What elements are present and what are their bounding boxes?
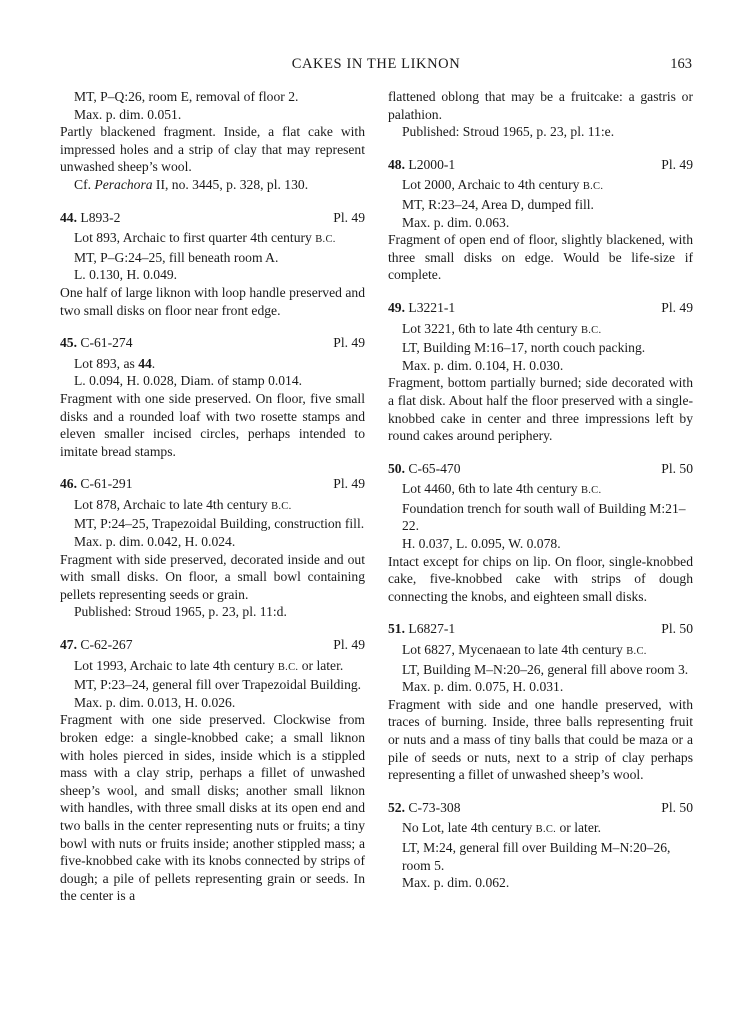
entry-lot: Lot 2000, Archaic to 4th century B.C. (402, 177, 604, 193)
entry-dimensions: Max. p. dim. 0.051. (74, 106, 182, 122)
entry-description: Fragment with one side preserved. On floor, five small disks and a rounded loaf with two rosette stamps and eleven smaller incised circles, perhaps intended to imitate bread stamps. (60, 390, 365, 459)
catalog-entry-heading (60, 209, 365, 227)
plate-reference: Pl. 49 (333, 335, 365, 351)
entry-dimensions: Max. p. dim. 0.013, H. 0.026. (74, 694, 236, 710)
inventory-code: L893-2 (80, 209, 121, 225)
entry-description: One half of large liknon with loop handle preserved and two small disks on floor near front edge. (60, 284, 365, 318)
entry-description: Fragment with one side preserved. Clockwise from broken edge: a single-knobbed cake; a small liknon with holes pierced in sides, inside which is a stippled mass with a clay strip, perhaps a fillet of unwashed sheep’s wool, and small disks; another small liknon with handles, with three small disks at its open end and two balls in the center representing nuts or fruits; a tiny bowl with nuts or fruits inside; another stippled mass; a five-knobbed cake with its knobs connected by strips of dough; a pile of pellets representing grain or seeds. In the center is a (60, 712, 365, 904)
entry-description: flattened oblong that may be a fruitcake: a gastris or palathion. (388, 89, 693, 122)
entry-lot: Lot 893, as 44. (74, 355, 156, 371)
inventory-code: C-73-308 (408, 799, 461, 815)
entry-description: Partly blackened fragment. Inside, a flat cake with impressed holes and a strip of clay that may represent unwashed sheep’s wool. (60, 124, 365, 175)
page-number: 163 (670, 56, 692, 72)
catalog-entry-heading (60, 636, 365, 654)
entry-number: 45. (60, 335, 77, 351)
catalog-entry-heading (388, 460, 693, 478)
plate-reference: Pl. 50 (661, 799, 693, 815)
entry-context: Foundation trench for south wall of Building M:21–22. (402, 500, 686, 534)
inventory-code: L2000-1 (408, 156, 456, 172)
catalog-entry-heading (388, 799, 693, 817)
entry-dimensions: Max. p. dim. 0.104, H. 0.030. (402, 357, 564, 373)
catalog-entry-heading (388, 156, 693, 174)
inventory-code: C-61-291 (80, 476, 133, 492)
entry-number: 46. (60, 476, 77, 492)
cited-work-title: Perachora (94, 176, 153, 192)
inventory-code: L6827-1 (408, 621, 456, 637)
entry-description: Intact except for chips on lip. On floor, single-knobbed cake, five-knobbed cake with strips of dough connecting the knobs, and eighteen small disks. (388, 553, 693, 604)
entry-dimensions: L. 0.094, H. 0.028, Diam. of stamp 0.014. (74, 373, 303, 389)
entry-lot: Lot 1993, Archaic to late 4th century B.C. or later. (74, 657, 344, 673)
entry-dimensions: Max. p. dim. 0.063. (402, 214, 510, 230)
entry-context: MT, P–G:24–25, fill beneath room A. (74, 249, 279, 265)
entry-number: 44. (60, 209, 77, 225)
entry-lot: Lot 878, Archaic to late 4th century B.C. (74, 496, 292, 512)
plate-reference: Pl. 49 (333, 637, 365, 653)
entry-publication: Published: Stroud 1965, p. 23, pl. 11:e. (402, 124, 615, 140)
plate-reference: Pl. 49 (333, 476, 365, 492)
plate-reference: Pl. 49 (661, 156, 693, 172)
entry-context: LT, Building M:16–17, north couch packing. (402, 340, 646, 356)
entry-dimensions: H. 0.037, L. 0.095, W. 0.078. (402, 536, 561, 552)
entry-description: Fragment with side preserved, decorated inside and out with small disks. On floor, a small bowl containing pellets representing seeds or grain. (60, 551, 365, 602)
entry-context: LT, Building M–N:20–26, general fill above room 3. (402, 661, 689, 677)
catalog-entry-heading (388, 299, 693, 317)
entry-description: Fragment of open end of floor, slightly blackened, with three small disks on edge. Would be life-size if complete. (388, 232, 693, 283)
entry-number: 50. (388, 460, 405, 476)
entry-dimensions: Max. p. dim. 0.042, H. 0.024. (74, 534, 236, 550)
entry-context: LT, M:24, general fill over Building M–N:20–26, room 5. (402, 839, 671, 873)
page-header (60, 56, 692, 78)
entry-context: MT, P:23–24, general fill over Trapezoidal Building. (74, 677, 362, 693)
plate-reference: Pl. 49 (333, 209, 365, 225)
entry-number: 49. (388, 299, 405, 315)
plate-reference: Pl. 50 (661, 460, 693, 476)
entry-lot: Lot 4460, 6th to late 4th century B.C. (402, 481, 602, 497)
inventory-code: C-65-470 (408, 460, 461, 476)
entry-lot: No Lot, late 4th century B.C. or later. (402, 820, 602, 836)
entry-lot: Lot 893, Archaic to first quarter 4th century B.C. (74, 230, 336, 246)
right-column (388, 88, 693, 892)
entry-number: 51. (388, 621, 405, 637)
inventory-code: C-61-274 (80, 335, 133, 351)
inventory-code: L3221-1 (408, 299, 456, 315)
catalog-entry-heading (388, 620, 693, 638)
entry-lot: Lot 6827, Mycenaean to late 4th century B.C. (402, 642, 647, 658)
entry-number: 52. (388, 799, 405, 815)
entry-dimensions: Max. p. dim. 0.075, H. 0.031. (402, 679, 564, 695)
cross-reference: 44 (138, 355, 152, 371)
entry-number: 48. (388, 156, 405, 172)
entry-context: MT, P:24–25, Trapezoidal Building, construction fill. (74, 516, 365, 532)
entry-description: Fragment, bottom partially burned; side decorated with a flat disk. About half the floor preserved with a single-knobbed cake in center and three impressions left by round cakes around periphery. (388, 375, 693, 444)
entry-number: 47. (60, 637, 77, 653)
catalog-entry-heading (60, 334, 365, 352)
catalog-entry-heading (60, 475, 365, 493)
plate-reference: Pl. 49 (661, 299, 693, 315)
running-head: CAKES IN THE LIKNON (291, 56, 461, 72)
inventory-code: C-62-267 (80, 637, 133, 653)
entry-publication: Published: Stroud 1965, p. 23, pl. 11:d. (74, 604, 287, 620)
left-column (60, 88, 365, 905)
entry-context: MT, R:23–24, Area D, dumped fill. (402, 196, 594, 212)
entry-lot: Lot 3221, 6th to late 4th century B.C. (402, 320, 602, 336)
plate-reference: Pl. 50 (661, 621, 693, 637)
entry-context: MT, P–Q:26, room E, removal of floor 2. (74, 89, 299, 104)
entry-description: Fragment with side and one handle preserved, with traces of burning. Inside, three balls representing fruit or nuts and a mass of tiny balls that could be maza or a pile of seeds or nuts, next to a strip of clay perhaps representing a fillet of unwashed sheep’s wool. (388, 696, 693, 783)
entry-dimensions: L. 0.130, H. 0.049. (74, 267, 178, 283)
entry-comparanda: Cf. Perachora II, no. 3445, p. 328, pl. 130. (74, 176, 309, 192)
entry-dimensions: Max. p. dim. 0.062. (402, 875, 510, 891)
